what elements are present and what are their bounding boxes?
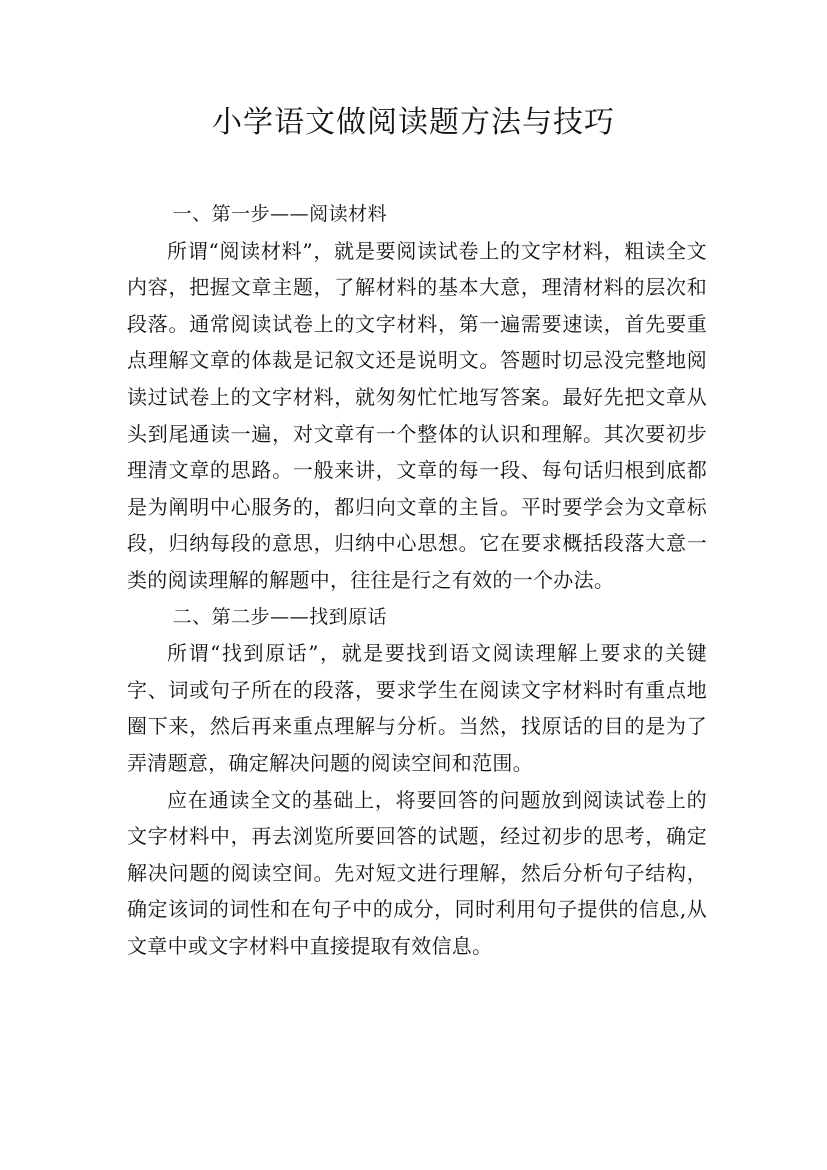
section-heading-step-1: 一、第一步——阅读材料 xyxy=(172,203,388,225)
section-2-paragraph-2: 应在通读全文的基础上，将要回答的问题放到阅读试卷上的文字材料中，再去浏览所要回答的试题，经过初步的思考，确定解决问题的阅读空间。先对短文进行理解，然后分析句子结构，确定该词的词性和在句子中的成分，同时利用句子提供的信息,从文章中或文字材料中直接提取有效信息。 xyxy=(127,787,707,958)
document-body xyxy=(127,196,707,964)
section-2-paragraph-1: 所谓“找到原话”，就是要找到语文阅读理解上要求的关键字、词或句子所在的段落，要求学生在阅读文字材料时有重点地圈下来，然后再来重点理解与分析。当然，找原话的目的是为了弄清题意，确定解决问题的阅读空间和范围。 xyxy=(127,641,707,775)
section-1-paragraph-1: 所谓“阅读材料”，就是要阅读试卷上的文字材料，粗读全文内容，把握文章主题，了解材料的基本大意，理清材料的层次和段落。通常阅读试卷上的文字材料，第一遍需要速读，首先要重点理解文章的体裁是记叙文还是说明文。答题时切忌没完整地阅读过试卷上的文字材料，就匆匆忙忙地写答案。最好先把文章从头到尾通读一遍，对文章有一个整体的认识和理解。其次要初步理清文章的思路。一般来讲，文章的每一段、每句话归根到底都是为阐明中心服务的，都归向文章的主旨。平时要学会为文章标段，归纳每段的意思，归纳中心思想。它在要求概括段落大意一类的阅读理解的解题中，往往是行之有效的一个办法。 xyxy=(127,238,707,592)
section-heading-step-2: 二、第二步——找到原话 xyxy=(172,605,388,628)
page-title: 小学语文做阅读题方法与技巧 xyxy=(212,105,615,140)
